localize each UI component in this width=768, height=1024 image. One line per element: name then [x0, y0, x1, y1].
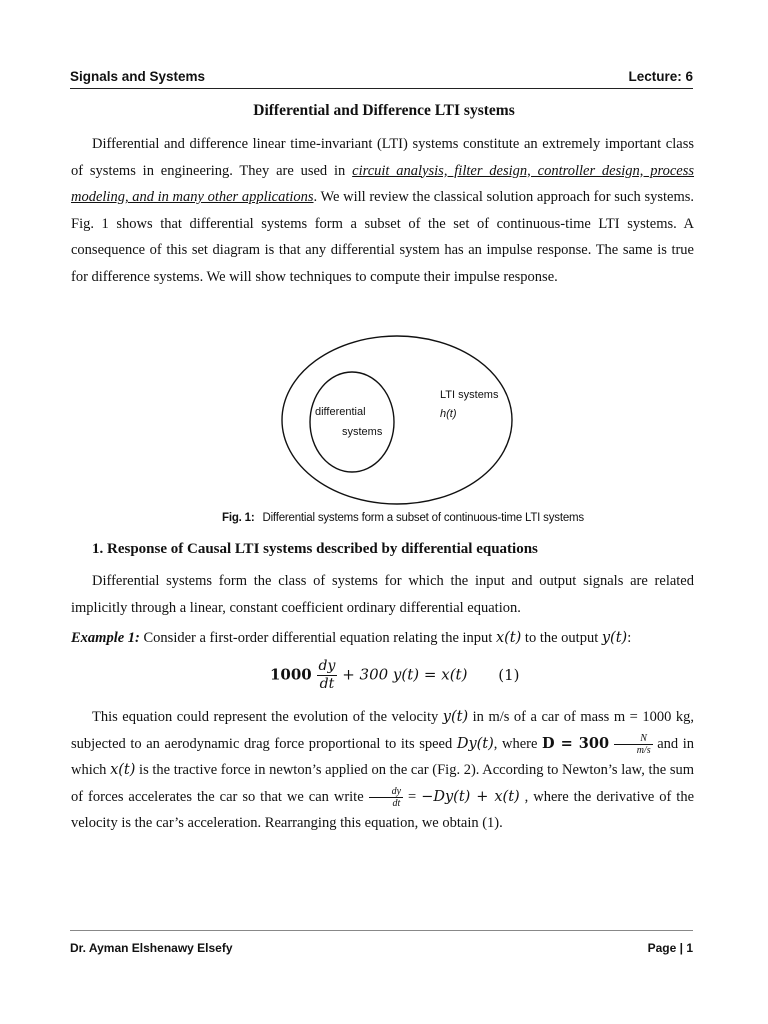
p4-c: , where	[493, 735, 543, 752]
p4-a: This equation could represent the evolution of the velocity	[92, 709, 443, 725]
eq-fraction	[317, 658, 338, 693]
p4-rhs: −Dy(t) + x(t)	[421, 788, 520, 805]
intro-paragraph	[71, 131, 694, 291]
eq-coef: 1000	[270, 665, 312, 684]
applications-link-text: circuit analysis, filter design, controller design, process modeling, and in many other applications	[71, 162, 695, 206]
eq-numerator: dy	[318, 658, 336, 674]
paragraph-4	[71, 704, 694, 837]
deriv-den: dt	[392, 797, 401, 809]
header-course: Signals and Systems	[70, 69, 206, 84]
derivative-fraction	[369, 786, 403, 809]
p4-b: in m/s of a car of mass m = 1000 kg, subjected to an aerodynamic drag force proportional to its speed	[71, 709, 695, 752]
outer-label-line2: h(t)	[440, 408, 457, 420]
header-rule	[70, 88, 693, 89]
example-label: Example 1:	[71, 630, 140, 646]
inner-label-line1: differential	[315, 406, 366, 418]
p4-xt: x(t)	[110, 762, 136, 779]
intro-text-a: Differential and difference linear time-invariant (LTI) systems constitute an extremely important class of systems in engineering. They are used in	[71, 136, 694, 179]
inner-label-line2: systems	[342, 426, 383, 438]
p4-D: D = 300	[542, 734, 610, 752]
figure-caption	[222, 512, 584, 524]
example-yt: y(t)	[601, 630, 628, 646]
p4-g: , where the derivative of the velocity is the car’s acceleration. Rearranging this equation, we obtain (1).	[71, 788, 695, 832]
p4-f: =	[403, 788, 422, 805]
p4-dyt: Dy(t)	[456, 735, 494, 752]
footer-page-number: Page | 1	[647, 941, 693, 955]
caption-text: Differential systems form a subset of continuous-time LTI systems	[262, 512, 584, 524]
unit-fraction	[614, 733, 653, 756]
footer-author: Dr. Ayman Elshenawy Elsefy	[70, 941, 233, 955]
example-text-c: :	[627, 630, 632, 646]
caption-number: Fig. 1:	[222, 512, 255, 524]
unit-num: N	[614, 733, 653, 745]
equation-1	[270, 658, 519, 706]
example-xt: x(t)	[495, 630, 522, 646]
differential-systems-ellipse	[310, 372, 394, 472]
page-title: Differential and Difference LTI systems	[253, 102, 515, 119]
p4-e: is the tractive force in newton’s applied on the car (Fig. 2). According to Newton’s law, the sum of forces accelerates the car so that we can write	[71, 762, 694, 805]
p4-d: and in which	[71, 735, 695, 779]
eq-rest: + 300 y(t) = x(t)	[342, 665, 468, 684]
example-text-a: Consider a first-order differential equation relating the input	[139, 630, 496, 646]
lti-systems-ellipse	[282, 336, 512, 504]
eq-number: (1)	[498, 665, 520, 684]
venn-diagram	[280, 335, 520, 507]
header-lecture: Lecture: 6	[628, 69, 693, 84]
p4-yt: y(t)	[442, 709, 469, 725]
intro-text-b: . We will review the classical solution approach for such systems. Fig. 1 shows that differential systems form a subset of the set of continuous-time LTI systems. A consequence of this set diagram is that any differential system has an impulse response. The same is true for difference systems. We will show techniques to compute their impulse response.	[71, 189, 694, 285]
paragraph-2: Differential systems form the class of systems for which the input and output signals are related implicitly through a linear, constant coefficient ordinary differential equation.	[71, 573, 694, 616]
outer-label-line1: LTI systems	[440, 389, 499, 401]
footer-rule	[70, 930, 693, 931]
unit-den: m/s	[636, 744, 651, 756]
eq-denominator: dt	[319, 676, 335, 692]
example-text-b: to the output	[521, 630, 602, 646]
section-heading: 1. Response of Causal LTI systems described by differential equations	[92, 541, 538, 557]
deriv-num: dy	[369, 786, 403, 798]
example-paragraph	[71, 625, 694, 652]
